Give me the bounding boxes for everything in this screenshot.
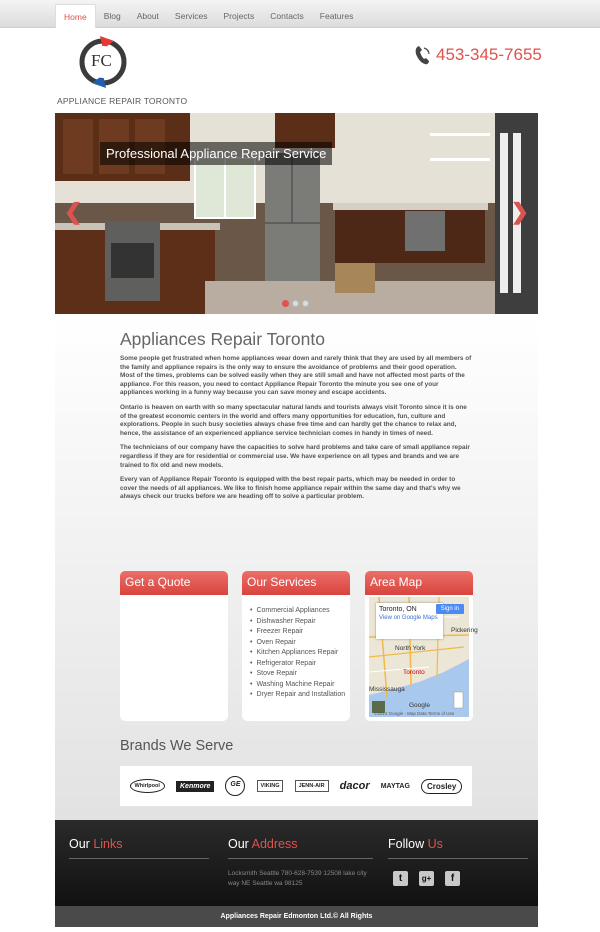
map-box [365,571,478,721]
nav-item-about[interactable]: About [136,11,159,21]
footer-title-accent: Us [427,837,443,851]
top-navigation [0,0,600,28]
map-city: Toronto, ON [379,606,417,613]
paragraph: Ontario is heaven on earth with so many spectacular natural lands and tourists always visit Toronto since it is one of the greatest economic centers in the world and offers many opportunities for education, fun, culture and explorations. People in such busy societies always chase free time and can hardly get the chance to relax and, hence, the assistance of an experienced appliance service technician comes in handy in times of need. [120,403,467,437]
footer-title-word: Our [69,837,90,851]
services-box-title: Our Services [242,571,350,595]
brand-logo-jennair: JENN-AIR [295,780,329,792]
quote-box-title: Get a Quote [120,571,228,595]
brand-logo-viking: VIKING [257,780,284,792]
nav-item-projects[interactable]: Projects [223,11,255,21]
map-signin-button[interactable]: Sign in [436,604,464,614]
brands-strip [120,766,472,806]
copyright-bar: Appliances Repair Edmonton Ltd.© All Rights [55,906,538,927]
service-item[interactable]: • Oven Repair [250,638,346,649]
facebook-icon[interactable]: f [445,871,460,886]
chevron-left-icon[interactable]: ❮ [64,199,83,224]
service-item[interactable]: • Kitchen Appliances Repair [250,648,346,659]
footer-title-accent: Address [251,837,298,851]
nav-item-home[interactable]: Home [55,4,96,28]
footer-links-title [69,837,209,859]
map-label: North York [395,645,426,652]
service-item[interactable]: • Washing Machine Repair [250,680,346,691]
map-box-title: Area Map [365,571,473,595]
footer-title-word: Follow [388,837,425,851]
slide-caption: Professional Appliance Repair Service [100,142,332,165]
brand-logo-kenmore: Kenmore [176,781,214,792]
nav-menu [55,4,361,28]
services-box [242,571,350,721]
brand-logo-whirlpool: Whirlpool [130,779,165,793]
slider-dot[interactable] [292,300,299,307]
logo-text: FC [91,51,112,70]
service-item[interactable]: • Refrigerator Repair [250,659,346,670]
service-item[interactable]: • Dishwasher Repair [250,617,346,628]
footer-links-column [69,837,209,859]
map-label: Mississauga [369,686,405,693]
map-attribution: ©2014 Google - Map Data Terms of Use [374,711,455,716]
nav-item-contacts[interactable]: Contacts [270,11,304,21]
chevron-right-icon[interactable]: ❯ [510,199,529,224]
service-item[interactable]: • Dryer Repair and Installation [250,690,346,701]
phone-contact[interactable] [414,44,542,66]
map-label: Toronto [403,669,425,676]
view-on-google-maps-link[interactable]: View on Google Maps [379,615,438,621]
phone-number[interactable]: 453-345-7655 [436,45,542,64]
footer-title-word: Our [228,837,249,851]
brand-logo-dacor: dacor [339,780,370,792]
service-item[interactable]: • Freezer Repair [250,627,346,638]
service-item[interactable]: • Stove Repair [250,669,346,680]
site-logo[interactable] [78,33,128,89]
phone-icon [414,44,432,66]
slider-dots [282,300,309,307]
footer-address-title [228,837,373,859]
map-label: Google [409,702,430,709]
footer-address-text: Locksmith Seattle 780-628-7539 12508 lake city way NE Seattle wa 98125 [228,870,367,887]
map-info-card [376,603,443,639]
service-item[interactable]: • Commercial Appliances [250,606,346,617]
twitter-icon[interactable]: t [393,871,408,886]
nav-item-blog[interactable]: Blog [103,11,121,21]
social-icons [388,871,528,886]
footer [55,820,538,906]
nav-item-services[interactable]: Services [174,11,208,21]
footer-follow-column [388,837,528,886]
hero-slider [55,113,538,314]
slider-dot[interactable] [282,300,289,307]
footer-follow-title [388,837,528,859]
services-list [242,595,350,701]
paragraph: The technicians of our company have the capacities to solve hard problems and take care of small appliance repair regardless if they are for residential or commercial use. We have experience on all types and brands and we are trained to fix old and new models. [120,444,470,469]
page-title: Appliances Repair Toronto [120,329,325,349]
brand-logo-ge: GE [225,776,245,796]
paragraph: Every van of Appliance Repair Toronto is equipped with the best repair parts, which may be needed in order to cover the needs of all appliances. We like to finish home appliance repair within the same day and that's why we always check our trucks before we are heading off to solve a particular problem. [120,476,461,501]
quote-box [120,571,228,721]
footer-title-accent: Links [93,837,123,851]
brands-title: Brands We Serve [120,738,234,754]
main-content [120,329,472,508]
brand-logo-maytag: MAYTAG [380,782,410,790]
brand-logo-crosley: Crosley [421,779,462,794]
logo-caption: APPLIANCE REPAIR TORONTO [57,96,188,106]
footer-address-column [228,837,373,888]
map-label: Pickering [451,627,478,634]
area-map[interactable] [369,597,478,717]
paragraph: Some people get frustrated when home appliances wear down and rarely think that they are used by all members of the family and appliance repairs is the only way to ensure the avoidance of problems and their good operation. Most of the times, problems can be solved easily when they are still small and have not affected most parts of the appliance. For this reason, you need to contact Appliance Repair Toronto the minute you see one of your appliances working in a funny way because you can save money and escape accidents. [120,355,472,397]
slider-dot[interactable] [302,300,309,307]
nav-item-features[interactable]: Features [319,11,354,21]
google-plus-icon[interactable]: g+ [419,871,434,886]
